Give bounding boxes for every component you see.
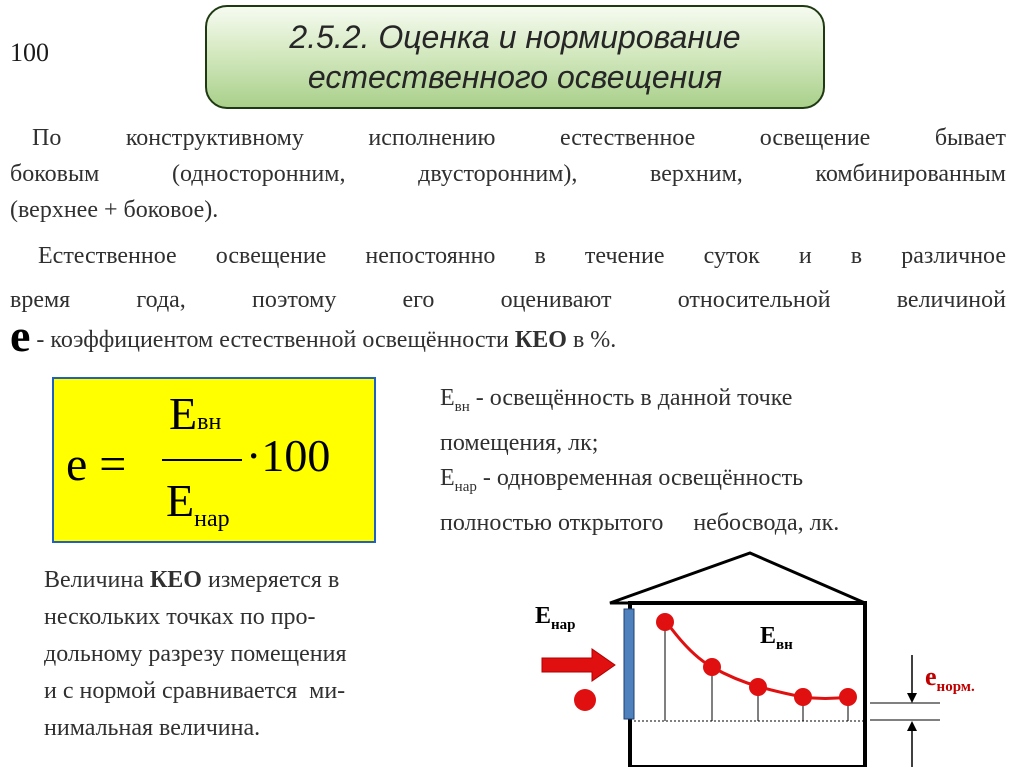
formula-denominator (166, 474, 230, 533)
formula-denominator-symbol: Е (166, 475, 195, 526)
window (624, 609, 634, 719)
paragraph-keo-intro (10, 238, 1006, 361)
keo-formula (52, 377, 376, 543)
def1-line2: помещения, лк; (440, 430, 599, 456)
measure-point-3 (749, 678, 767, 696)
formula-numerator-symbol: Е (169, 388, 198, 439)
paragraph-lighting-types (10, 120, 1006, 228)
p3-b: измеряется в (201, 567, 340, 593)
paragraph1-line3: (верхнее + боковое). (10, 197, 219, 223)
roof (610, 553, 865, 603)
def2-sub: нар (454, 479, 477, 495)
page-number: 100 (10, 38, 49, 67)
def1-sub: вн (454, 399, 470, 415)
p3-line5: нимальная величина. (44, 715, 261, 741)
formula-lhs: е = (66, 438, 127, 491)
def1-symbol: Е (440, 385, 455, 411)
paragraph2-line1: Естественное освещение непостоянно в течение суток и в различное (38, 243, 1006, 269)
fraction-bar (162, 459, 242, 461)
p3-keo: КЕО (149, 567, 202, 593)
def2-line1: - одновременная освещённость (476, 465, 804, 491)
label-e-nar: $Е_{нар}$ (535, 603, 576, 633)
paragraph-keo-measure (44, 562, 484, 747)
paragraph2-percent: в %. (566, 327, 617, 353)
paragraph2-line3 (10, 310, 1006, 361)
p3-line2: нескольких точках по про- (44, 604, 316, 630)
slide-title-line2: естественного освещения (307, 59, 723, 95)
keo-abbrev: КЕО (514, 327, 567, 353)
measure-point-5 (839, 688, 857, 706)
formula-numerator-sub: вн (197, 409, 222, 435)
label-e-norm: $е_{норм.}$ (925, 662, 975, 695)
formula-denominator-sub: нар (194, 506, 230, 532)
paragraph1-line2: боковым (односторонним, двусторонним), верхним, комбинированным (10, 161, 1006, 187)
symbol-e: е (10, 310, 31, 361)
outside-point (574, 689, 596, 711)
p3-line4: и с нормой сравнивается ми- (44, 678, 346, 704)
paragraph1-line1: По конструктивному исполнению естественное освещение бывает (32, 125, 1006, 151)
room-section-diagram (520, 545, 1020, 767)
norm-arrowhead-up (907, 721, 917, 731)
def2-line2: полностью открытого небосвода, лк. (440, 510, 840, 536)
definition-e-nar (440, 460, 1010, 541)
def2-symbol: Е (440, 465, 455, 491)
formula-multiplier: ·100 (246, 430, 331, 481)
def1-line1: - освещённость в данной точке (469, 385, 793, 411)
measure-point-2 (703, 658, 721, 676)
norm-arrowhead-down (907, 693, 917, 703)
measure-point-4 (794, 688, 812, 706)
p3-line3: дольному разрезу помещения (44, 641, 347, 667)
label-e-vn: $Е_{вн}$ (760, 623, 793, 653)
formula-numerator (169, 387, 221, 440)
slide-title (205, 5, 825, 109)
measure-point-1 (656, 613, 674, 631)
paragraph2-line2: время года, поэтому его оценивают относительной величиной (10, 287, 1006, 313)
paragraph2-text: - коэффициентом естественной освещённости (36, 327, 515, 353)
slide-title-line1: 2.5.2. Оценка и нормирование (289, 19, 741, 55)
p3-a: Величина (44, 567, 150, 593)
definition-e-vn (440, 380, 1010, 461)
daylight-arrow (542, 649, 615, 681)
